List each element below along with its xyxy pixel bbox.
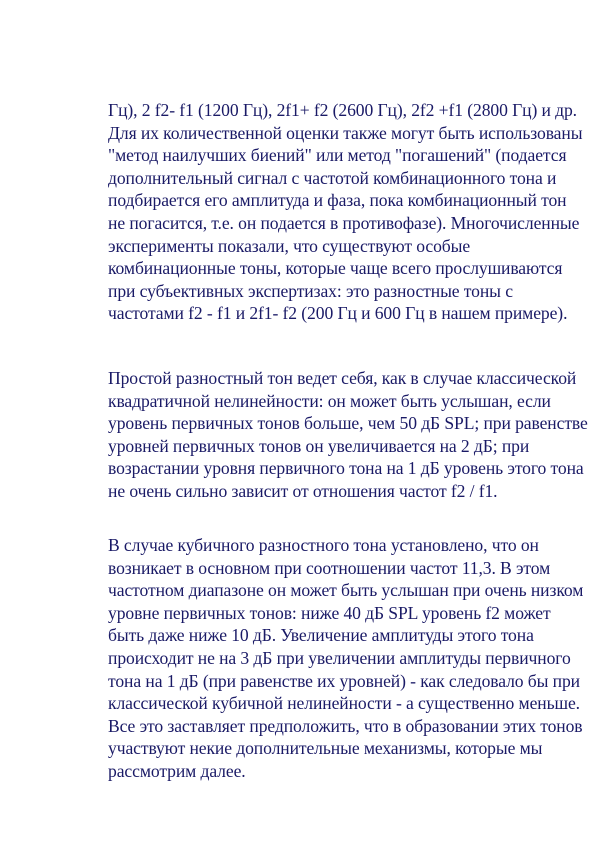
text-line: комбинационные тоны, которые чаще всего прослушиваются — [108, 258, 563, 279]
text-line: тона на 1 дБ (при равенстве их уровней) - как следовало бы при — [108, 670, 581, 691]
text-line: квадратичной нелинейности: он может быть услышан, если — [108, 390, 551, 411]
paragraph-simple-difference-tone — [108, 367, 588, 503]
text-line: происходит не на 3 дБ при увеличении амплитуды первичного — [108, 647, 571, 668]
text-line: возникает в основном при соотношении частот 11,3. В этом — [108, 557, 551, 578]
text-line: частотном диапазоне он может быть услышан при очень низком — [108, 580, 584, 601]
text-line: уровне первичных тонов: ниже 40 дБ SPL уровень f2 может — [108, 602, 551, 623]
text-line: рассмотрим далее. — [108, 760, 246, 781]
text-line: уровней первичных тонов он увеличивается на 2 дБ; при — [108, 435, 530, 456]
text-line: не погасится, т.е. он подается в противофазе). Многочисленные — [108, 212, 580, 233]
text-line: эксперименты показали, что существуют особые — [108, 235, 471, 256]
text-line: Все это заставляет предположить, что в образовании этих тонов — [108, 715, 583, 736]
text-line: частотами f2 - f1 и 2f1- f2 (200 Гц и 600 Гц в нашем примере). — [108, 303, 568, 324]
text-line: уровень первичных тонов больше, чем 50 дБ SPL; при равенстве — [108, 413, 588, 434]
text-line: В случае кубичного разностного тона установлено, что он — [108, 535, 539, 555]
text-line: "метод наилучших биений" или метод "погашений" (подается — [108, 145, 567, 166]
text-line: подбирается его амплитуда и фаза, пока комбинационный тон — [108, 190, 567, 211]
text-line: не очень сильно зависит от отношения частот f2 / f1. — [108, 480, 498, 501]
text-line: при субъективных экспертизах: это разностные тоны с — [108, 280, 513, 301]
text-line: участвуют некие дополнительные механизмы, которые мы — [108, 738, 543, 759]
text-line: возрастании уровня первичного тона на 1 дБ уровень этого тона — [108, 458, 584, 479]
text-line: быть даже ниже 10 дБ. Увеличение амплитуды этого тона — [108, 625, 534, 646]
paragraph-cubic-difference-tone — [108, 534, 583, 783]
text-line: дополнительный сигнал с частотой комбинационного тона и — [108, 167, 557, 188]
text-line: Для их количественной оценки также могут быть использованы — [108, 122, 583, 143]
text-line: классической кубичной нелинейности - а существенно меньше. — [108, 693, 580, 714]
paragraph-combination-tones — [108, 99, 582, 325]
text-line: Гц), 2 f2- f1 (1200 Гц), 2f1+ f2 (2600 Гц), 2f2 +f1 (2800 Гц) и др. — [108, 100, 577, 120]
text-line: Простой разностный тон ведет себя, как в случае классической — [108, 368, 577, 388]
